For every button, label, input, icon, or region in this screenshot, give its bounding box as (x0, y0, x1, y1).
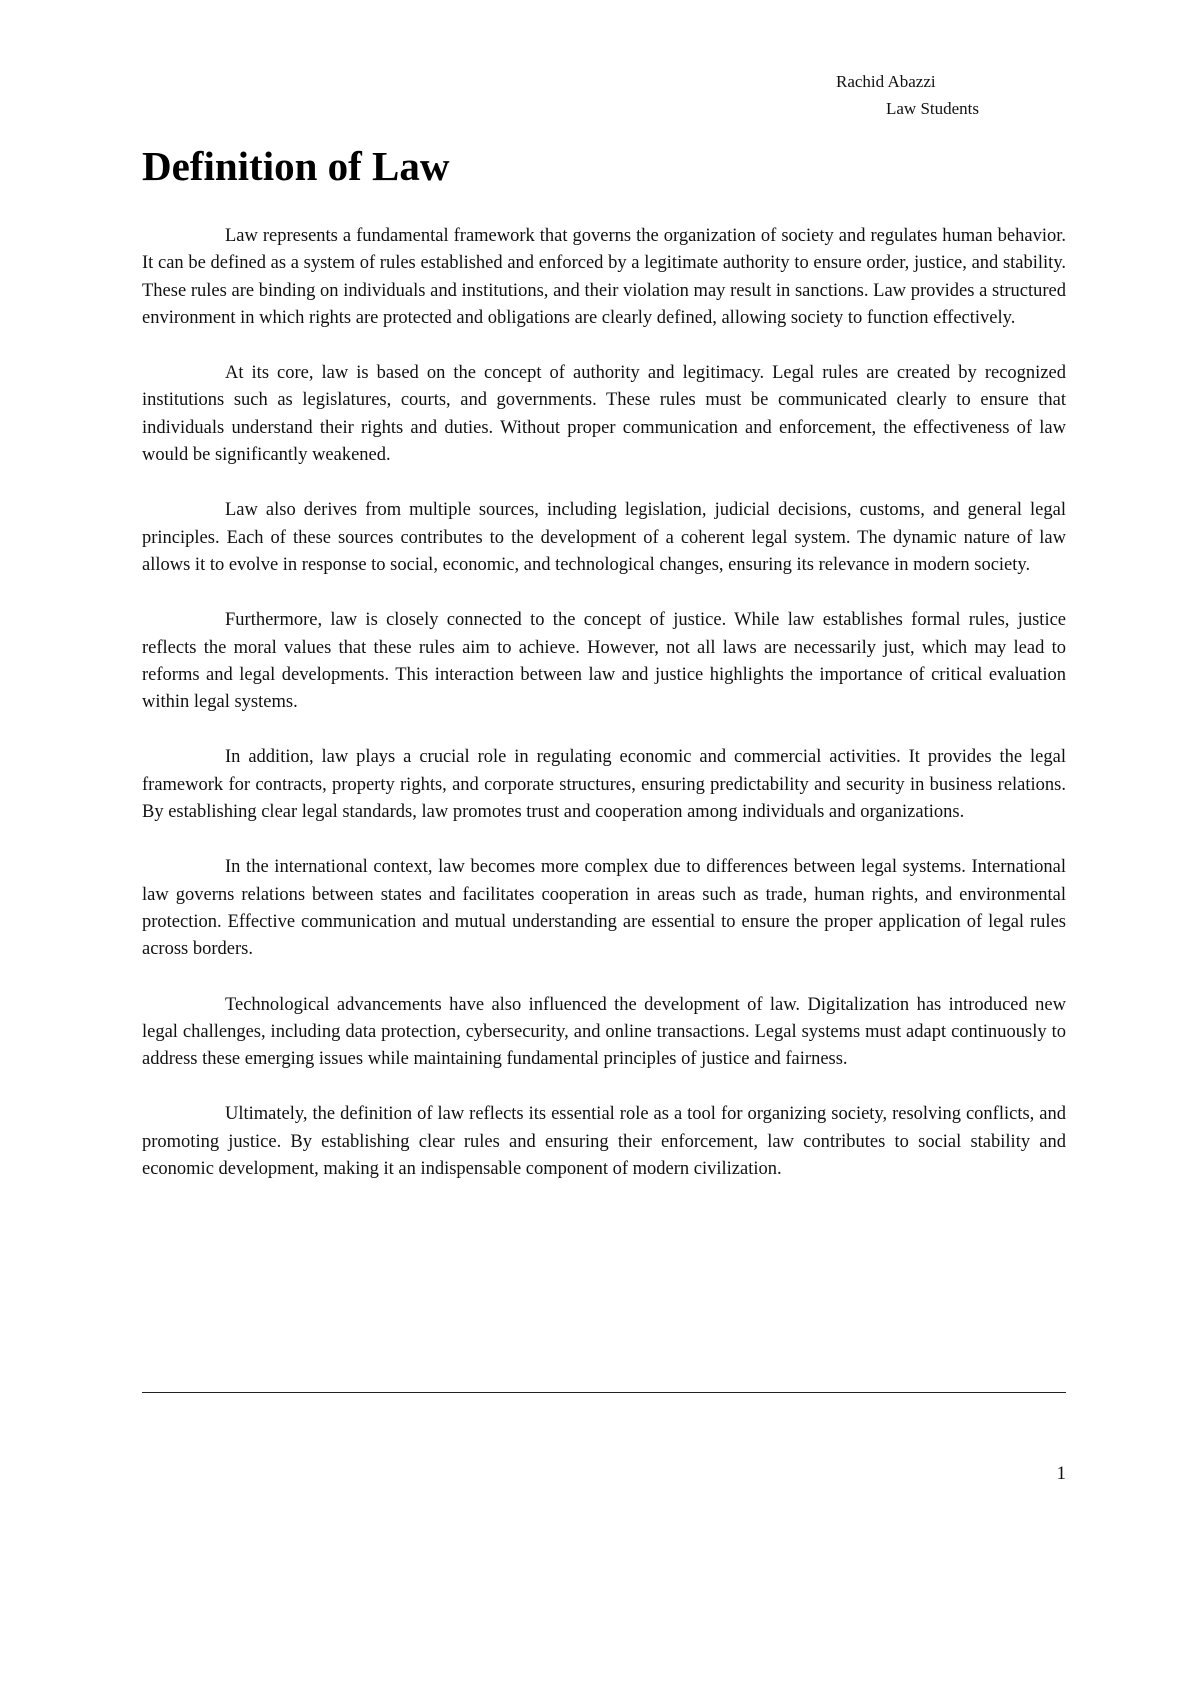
author-name: Rachid Abazzi (836, 72, 936, 91)
page-number: 1 (1056, 1463, 1066, 1484)
paragraph-1: Law represents a fundamental framework that governs the organization of society and regulates human behavior. It can be defined as a system of rules established and enforced by a legitimate authority to ensure order, justice, and stability. These rules are binding on individuals and institutions, and their violation may result in sanctions. Law provides a structured environment in which rights are protected and obligations are clearly defined, allowing society to function effectively. (142, 226, 1066, 328)
document-body (142, 223, 1066, 1211)
paragraph-8: Ultimately, the definition of law reflects its essential role as a tool for organizing society, resolving conflicts, and promoting justice. By establishing clear rules and ensuring their enforcement, law contributes to social stability and economic development, making it an indispensable component of modern civilization. (142, 1104, 1066, 1180)
paragraph-5: In addition, law plays a crucial role in regulating economic and commercial activities. It provides the legal framework for contracts, property rights, and corporate structures, ensuring predictability and security in business relations. By establishing clear legal standards, law promotes trust and cooperation among individuals and organizations. (142, 747, 1066, 823)
paragraph-3: Law also derives from multiple sources, including legislation, judicial decisions, customs, and general legal principles. Each of these sources contributes to the development of a coherent legal system. The dynamic nature of law allows it to evolve in response to social, economic, and technological changes, ensuring its relevance in modern society. (142, 500, 1066, 575)
footer-divider (142, 1392, 1066, 1393)
paragraph-4: Furthermore, law is closely connected to the concept of justice. While law establishes formal rules, justice reflects the moral values that these rules aim to achieve. However, not all laws are necessarily just, which may lead to reforms and legal developments. This interaction between law and justice highlights the importance of critical evaluation within legal systems. (142, 610, 1066, 713)
paragraph-6: In the international context, law becomes more complex due to differences between legal systems. International law governs relations between states and facilitates cooperation in areas such as trade, human rights, and environmental protection. Effective communication and mutual understanding are essential to ensure the proper application of legal rules across borders. (142, 857, 1066, 960)
paragraph-7: Technological advancements have also influenced the development of law. Digitalization has introduced new legal challenges, including data protection, cybersecurity, and online transactions. Legal systems must adapt continuously to address these emerging issues while maintaining fundamental principles of justice and fairness. (142, 994, 1066, 1070)
paragraph-2: At its core, law is based on the concept of authority and legitimacy. Legal rules are created by recognized institutions such as legislatures, courts, and governments. These rules must be communicated clearly to ensure that individuals understand their rights and duties. Without proper communication and enforcement, the effectiveness of law would be significantly weakened. (142, 363, 1066, 466)
author-block (836, 68, 979, 122)
author-audience: Law Students (886, 99, 980, 118)
document-title: Definition of Law (142, 143, 450, 189)
